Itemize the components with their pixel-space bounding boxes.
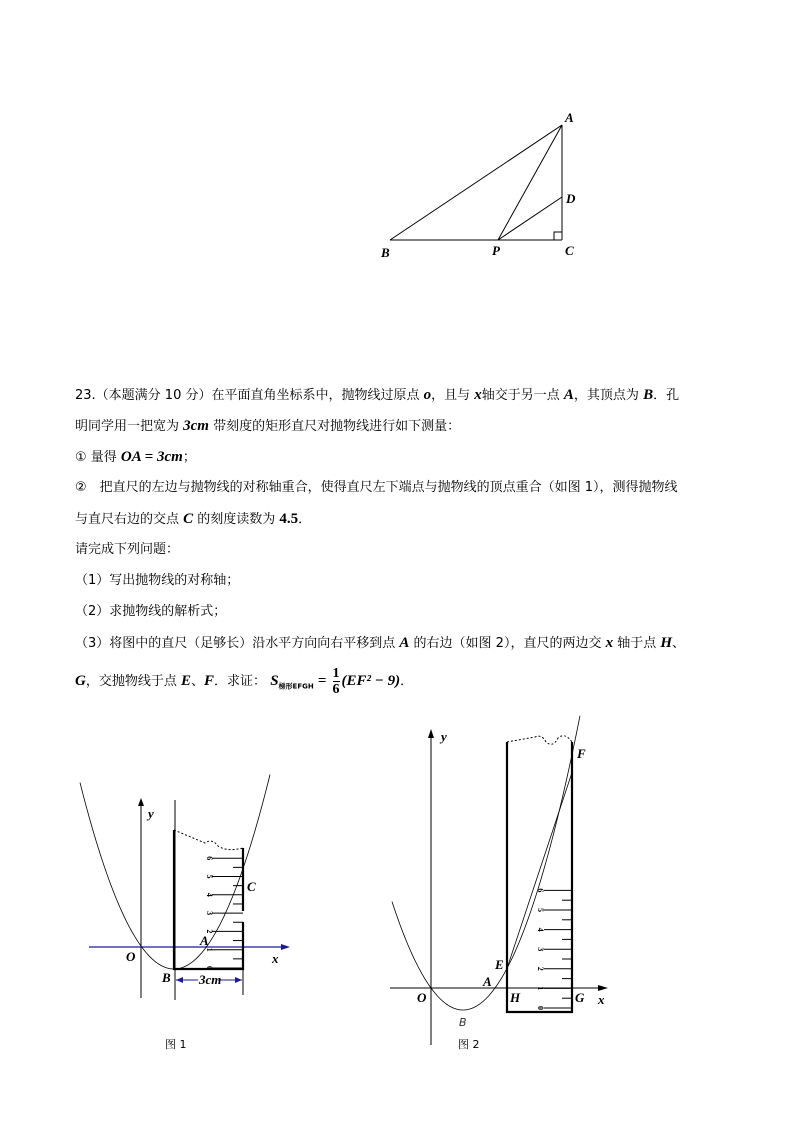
formula-rest: (EF² − 9) bbox=[341, 673, 401, 689]
text-segment: ，其顶点为 bbox=[573, 388, 644, 403]
math-text: 3cm bbox=[183, 418, 209, 434]
text-segment: （3）将图中的直尺（足够长）沿水平方向向右平移到点 bbox=[75, 636, 400, 651]
ruler-tick-label: 3 bbox=[205, 911, 214, 916]
text-segment: ① 量得 bbox=[75, 450, 121, 465]
text-segment: （1）写出抛物线的对称轴； bbox=[75, 573, 240, 588]
text-segment: 请完成下列问题： bbox=[75, 542, 180, 557]
label-a: A bbox=[200, 933, 209, 948]
text-segment: ．孔 bbox=[653, 388, 680, 403]
figure-1-caption: 图 1 bbox=[165, 1038, 187, 1051]
text-segment: 的刻度读数为 bbox=[193, 512, 280, 527]
math-text: 4.5 bbox=[279, 511, 299, 527]
text-segment: ．求证： bbox=[214, 674, 267, 689]
label-h: H bbox=[510, 990, 521, 1005]
label-p: P bbox=[492, 243, 500, 258]
formula-equals: = bbox=[317, 673, 327, 689]
text-segment: 23.（本题满分 10 分）在平面直角坐标系中，抛物线过原点 bbox=[75, 388, 424, 403]
label-x: x bbox=[598, 992, 605, 1007]
ruler-2 bbox=[507, 742, 572, 1012]
text-segment: 轴交于另一点 bbox=[481, 388, 564, 403]
label-o: O bbox=[126, 949, 136, 964]
label-width: 3cm bbox=[199, 972, 222, 987]
math-text: G bbox=[75, 673, 86, 689]
math-text: x bbox=[474, 387, 482, 403]
text-segment: ② 把直尺的左边与抛物线的对称轴重合，使得直尺左下端点与抛物线的顶点重合（如图 1），测得抛物线 bbox=[75, 480, 678, 495]
text-segment: ，交抛物线于点 bbox=[85, 674, 181, 689]
figure-2-caption: 图 2 bbox=[458, 1038, 480, 1051]
math-text: OA = 3cm bbox=[120, 449, 183, 465]
label-x: x bbox=[272, 951, 279, 966]
text-segment: ． bbox=[298, 512, 312, 527]
label-a: A bbox=[483, 974, 492, 989]
fraction-numerator: 1 bbox=[332, 666, 340, 681]
ruler-tick-label: 2 bbox=[536, 966, 545, 971]
label-o: O bbox=[417, 990, 427, 1005]
math-text: H bbox=[660, 635, 673, 651]
label-g: G bbox=[575, 990, 585, 1005]
label-b: B bbox=[459, 1016, 467, 1029]
math-text: x bbox=[605, 635, 614, 651]
ruler-tick-label: 1 bbox=[205, 947, 214, 952]
parabola-2 bbox=[392, 716, 580, 1010]
math-text: o bbox=[423, 387, 432, 403]
label-b: B bbox=[381, 245, 390, 260]
label-y: y bbox=[441, 729, 447, 744]
ruler-torn-edge bbox=[507, 736, 572, 745]
label-c: C bbox=[247, 879, 256, 894]
math-text: E bbox=[180, 673, 191, 689]
text-segment: 的右边（如图 2），直尺的两边交 bbox=[409, 636, 606, 651]
ruler-tick-label: 4 bbox=[536, 927, 545, 932]
ruler-tick-label: 0 bbox=[205, 966, 214, 970]
ruler-tick-label: 2 bbox=[205, 929, 214, 934]
text-segment: （2）求抛物线的解析式； bbox=[75, 604, 227, 619]
math-text: C bbox=[183, 511, 194, 527]
label-f: F bbox=[577, 746, 586, 761]
math-text: A bbox=[399, 635, 410, 651]
math-text: B bbox=[643, 387, 654, 403]
ruler-tick-label: 1 bbox=[536, 986, 545, 991]
text-segment: ，且与 bbox=[431, 388, 475, 403]
line-end: ． bbox=[400, 674, 414, 689]
label-c: C bbox=[565, 243, 574, 258]
label-a: A bbox=[565, 110, 574, 125]
label-b: B bbox=[162, 970, 171, 985]
formula-subscript: 梯形EFGH bbox=[278, 682, 314, 691]
ruler-tick-label: 5 bbox=[205, 874, 214, 879]
text-segment: 、 bbox=[191, 674, 205, 689]
math-text: F bbox=[204, 673, 215, 689]
text-segment: 明同学用一把宽为 bbox=[75, 419, 184, 434]
math-text: A bbox=[563, 387, 574, 403]
ruler-tick-label: 5 bbox=[536, 908, 545, 912]
ruler-tick-label: 6 bbox=[536, 888, 545, 893]
fraction-denominator: 6 bbox=[332, 682, 340, 697]
ruler-tick-label: 0 bbox=[536, 1006, 545, 1010]
ruler-tick-label: 6 bbox=[205, 856, 214, 861]
label-y: y bbox=[148, 806, 154, 821]
text-segment: 带刻度的矩形直尺对抛物线进行如下测量： bbox=[208, 419, 461, 434]
ruler-tick-label: 4 bbox=[205, 892, 214, 897]
x-axis-arrow-icon bbox=[598, 985, 608, 991]
text-segment: 、 bbox=[672, 636, 686, 651]
text-segment: 与直尺右边的交点 bbox=[75, 512, 184, 527]
y-axis-arrow-icon bbox=[428, 729, 434, 738]
label-e: E bbox=[495, 957, 504, 972]
text-segment: ； bbox=[182, 450, 196, 465]
ruler-tick-label: 3 bbox=[536, 947, 545, 952]
formula-s: S bbox=[270, 673, 279, 689]
text-segment: 轴于点 bbox=[613, 636, 661, 651]
label-d: D bbox=[566, 191, 576, 206]
